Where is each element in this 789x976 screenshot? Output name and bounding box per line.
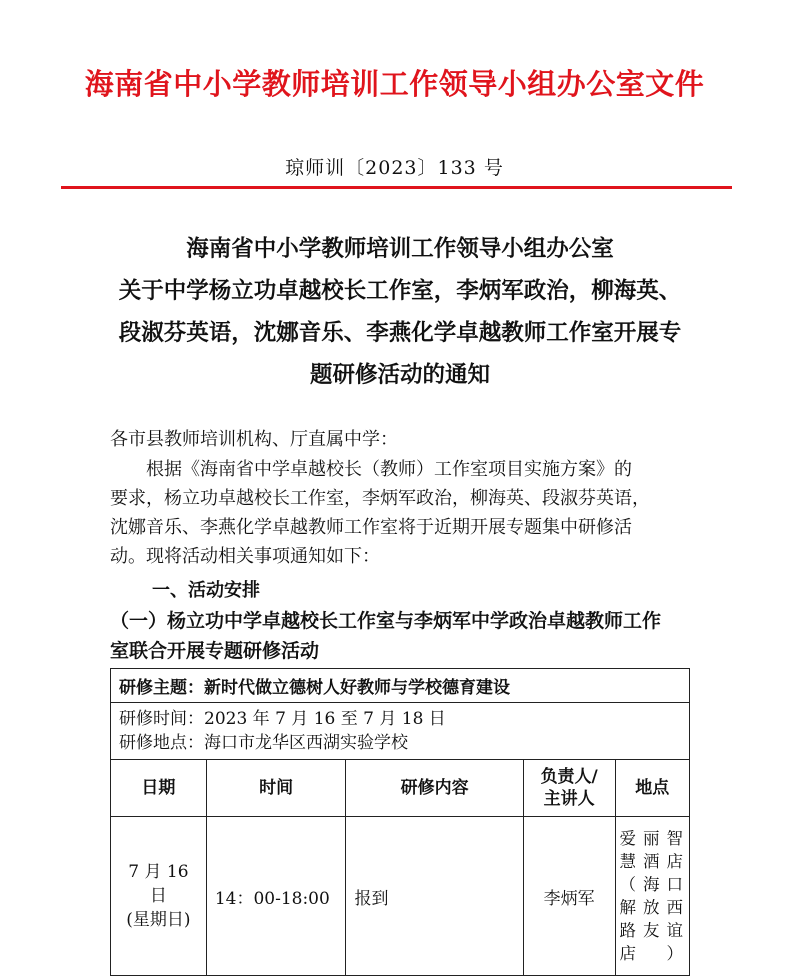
body-paragraph <box>110 455 710 571</box>
row-time: 14：00-18:00 <box>206 817 346 976</box>
section-heading-1: 一、活动安排 <box>152 580 260 601</box>
subsection-line-2: 室联合开展专题研修活动 <box>110 640 320 662</box>
notice-title-line-4: 题研修活动的通知 <box>309 362 490 388</box>
theme-cell: 研修主题：新时代做立德树人好教师与学校德育建设 <box>111 669 690 703</box>
subsection-line-1: （一）杨立功中学卓越校长工作室与李炳军中学政治卓越教师工作 <box>110 610 662 632</box>
header-lead <box>523 760 615 817</box>
row-lead: 李炳军 <box>523 817 615 976</box>
header-lead-line-2: 主讲人 <box>543 789 595 809</box>
addressee: 各市县教师培训机构、厅直属中学： <box>110 429 398 450</box>
row-date-line-2: (星期日) <box>126 910 191 930</box>
row-place-text: 爱丽智慧酒店（海口解放西路友谊店） <box>619 829 685 963</box>
time-location-cell <box>111 703 690 760</box>
notice-title-line-3: 段淑芬英语，沈娜音乐、李燕化学卓越教师工作室开展专 <box>118 320 682 346</box>
table-header-row <box>111 760 690 817</box>
header-time: 时间 <box>206 760 346 817</box>
body-line-4: 动。现将活动相关事项通知如下： <box>110 546 380 567</box>
study-location: 研修地点：海口市龙华区西湖实验学校 <box>119 733 408 753</box>
subsection-heading-1 <box>110 606 710 666</box>
row-date-line-1: 7 月 16 日 <box>128 862 189 906</box>
notice-title-line-2: 关于中学杨立功卓越校长工作室，李炳军政治，柳海英、 <box>118 278 682 304</box>
row-content: 报到 <box>346 817 523 976</box>
header-date: 日期 <box>111 760 207 817</box>
study-time: 研修时间：2023 年 7 月 16 至 7 月 18 日 <box>119 709 446 729</box>
header-place: 地点 <box>615 760 689 817</box>
body-line-1: 根据《海南省中学卓越校长（教师）工作室项目实施方案》的 <box>110 459 632 480</box>
row-date <box>111 817 207 976</box>
document-header-title: 海南省中小学教师培训工作领导小组办公室文件 <box>84 67 705 101</box>
red-divider-line <box>61 186 732 189</box>
header-content: 研修内容 <box>346 760 523 817</box>
table-theme-row <box>111 669 690 703</box>
body-line-3: 沈娜音乐、李燕化学卓越教师工作室将于近期开展专题集中研修活 <box>110 517 632 538</box>
row-place <box>615 817 689 976</box>
table-row <box>111 817 690 976</box>
table-time-location-row <box>111 703 690 760</box>
document-number: 琼师训〔2023〕133 号 <box>285 157 504 179</box>
header-lead-line-1: 负责人/ <box>540 767 598 787</box>
notice-title-line-1: 海南省中小学教师培训工作领导小组办公室 <box>186 236 614 262</box>
notice-title <box>100 228 700 396</box>
schedule-table <box>110 668 690 976</box>
body-line-2: 要求，杨立功卓越校长工作室，李炳军政治，柳海英、段淑芬英语， <box>110 488 650 509</box>
